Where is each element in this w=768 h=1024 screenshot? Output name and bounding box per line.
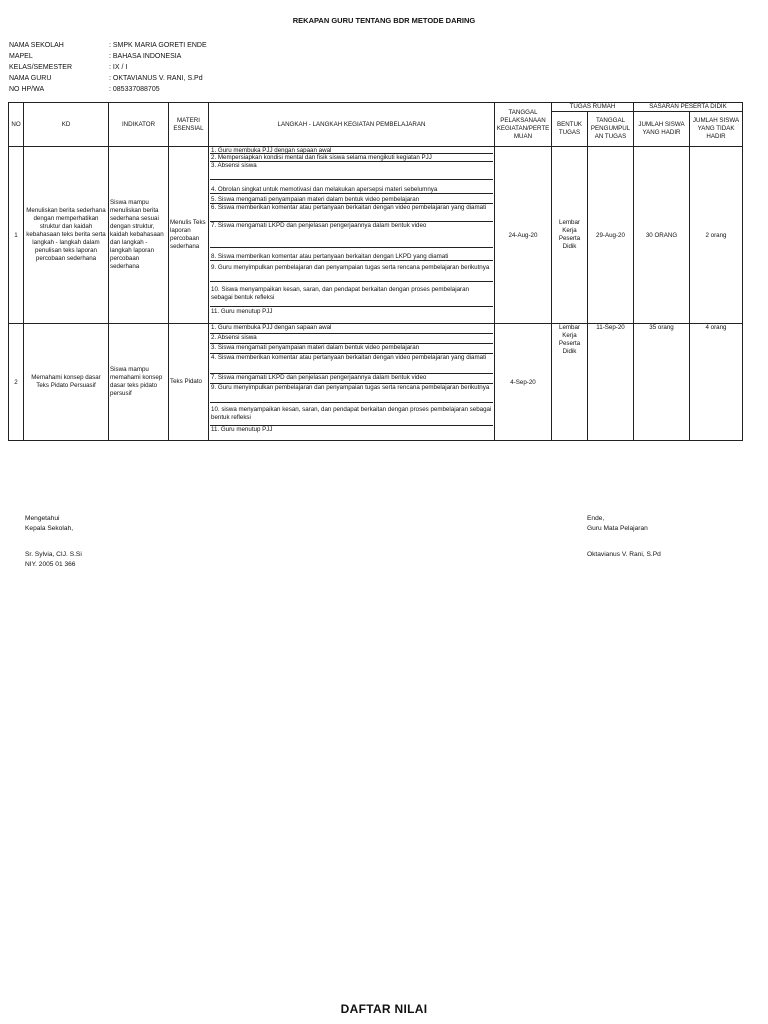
info-key: NAMA SEKOLAH — [9, 42, 64, 49]
cell-tidak-hadir: 4 orang — [690, 324, 743, 441]
header-tanggal: TANGGAL PELAKSANAAN KEGIATAN/PERTE MUAN — [495, 103, 552, 147]
cell-bentuk: Lembar Kerja Peserta Didik — [552, 147, 588, 324]
table-row — [9, 324, 743, 441]
signature-left — [25, 514, 82, 570]
cell-bentuk: Lembar Kerja Peserta Didik — [552, 324, 588, 441]
cell-kd: Memahami konsep dasar Teks Pidato Persuasif — [24, 324, 109, 441]
document-title: REKAPAN GURU TENTANG BDR METODE DARING — [292, 16, 476, 25]
sign-right-line2: Guru Mata Pelajaran — [587, 525, 648, 532]
header-tgl-kumpul: TANGGAL PENGUMPUL AN TUGAS — [588, 112, 634, 147]
info-value: : SMPK MARIA GORETI ENDE — [109, 42, 207, 49]
step-item: 4. Siswa memberikan komentar atau pertanyaan berkaitan dengan video pembelajaran yang diamati — [210, 354, 493, 374]
teacher-name: Oktavianus V. Rani, S.Pd — [587, 551, 661, 558]
cell-no: 1 — [9, 147, 24, 324]
header-indikator: INDIKATOR — [109, 103, 169, 147]
headmaster-name: Sr. Sylvia, CIJ. S.Si — [25, 551, 82, 558]
table-row — [9, 147, 743, 324]
sign-right-line1: Ende, — [587, 515, 605, 522]
step-item: 8. Siswa memberikan komentar atau pertanyaan berkaitan dengan LKPD yang diamati — [210, 248, 493, 261]
step-item: 5. Siswa mengamati penyampaian materi dalam bentuk video pembelajaran — [210, 194, 493, 204]
header-no: NO — [9, 103, 24, 147]
cell-indikator: Siswa mampu memahami konsep dasar teks pidato persusif — [109, 324, 169, 441]
info-value: : 085337088705 — [109, 86, 160, 93]
header-materi: MATERI ESENSIAL — [169, 103, 209, 147]
signature-right — [587, 514, 661, 560]
headmaster-niy: NIY. 2005 01 366 — [25, 561, 76, 568]
step-item: 1. Guru membuka PJJ dengan sapaan awal — [210, 147, 493, 154]
step-item: 11. Guru menutup PJJ — [211, 308, 273, 315]
info-row-school — [9, 40, 207, 51]
header-kd: KD — [24, 103, 109, 147]
info-value: : IX / I — [109, 64, 128, 71]
header-tugas-rumah: TUGAS RUMAH — [552, 103, 634, 112]
step-item: 10. Siswa menyampaikan kesan, saran, dan pendapat berkaitan dengan proses pembelajaran sebagai bentuk refleksi — [210, 282, 493, 307]
cell-tidak-hadir: 2 orang — [690, 147, 743, 324]
step-item: 1. Guru membuka PJJ dengan sapaan awal — [210, 324, 493, 334]
cell-tgl-kumpul: 29-Aug-20 — [588, 147, 634, 324]
sign-left-line2: Kepala Sekolah, — [25, 525, 74, 532]
header-tidak-hadir: JUMLAH SISWA YANG TIDAK HADIR — [690, 112, 743, 147]
step-item: 10. siswa menyampaikan kesan, saran, dan pendapat berkaitan dengan proses pembelajaran sebagai bentuk refleksi — [210, 403, 493, 426]
identity-block — [9, 40, 207, 95]
info-row-teacher — [9, 73, 207, 84]
next-page-title: DAFTAR NILAI — [340, 1002, 428, 1016]
info-row-class — [9, 62, 207, 73]
info-row-phone — [9, 84, 207, 95]
cell-materi: Teks Pidato — [169, 324, 209, 441]
cell-langkah — [209, 147, 495, 324]
step-item: 6. Siswa memberikan komentar atau pertanyaan berkaitan dengan video pembelajaran yang diamati — [210, 204, 493, 222]
info-key: NO HP/WA — [9, 86, 45, 93]
step-item: 3. Absensi siswa — [210, 162, 493, 180]
header-sasaran: SASARAN PESERTA DIDIK — [634, 103, 743, 112]
header-hadir: JUMLAH SISWA YANG HADIR — [634, 112, 690, 147]
header-bentuk: BENTUK TUGAS — [552, 112, 588, 147]
step-item: 9. Guru menyimpulkan pembelajaran dan penyampaian tugas serta rencana pembelajaran berikutnya — [210, 384, 493, 403]
cell-no: 2 — [9, 324, 24, 441]
step-item: 3. Siswa mengamati penyampaian materi dalam bentuk video pembelajaran — [210, 344, 493, 354]
cell-langkah — [209, 324, 495, 441]
step-item: 11. Guru menutup PJJ — [211, 426, 273, 433]
info-key: KELAS/SEMESTER — [9, 64, 73, 71]
cell-kd: Menuliskan berita sederhana dengan memperhatikan struktur dan kaidah kebahasaan teks berita serta langkah - langkah dalam penulisan teks laporan percobaan sederhana — [24, 147, 109, 324]
header-langkah: LANGKAH - LANGKAH KEGIATAN PEMBELAJARAN — [209, 103, 495, 147]
recap-table — [8, 102, 743, 441]
info-key: MAPEL — [9, 53, 33, 60]
step-item: 2. Mempersiapkan kondisi mental dan fisik siswa selama mengikuti kegiatan PJJ — [210, 154, 493, 162]
info-key: NAMA GURU — [9, 75, 52, 82]
step-item: 9. Guru menyimpulkan pembelajaran dan penyampaian tugas serta rencana pembelajaran berikutnya — [210, 261, 493, 282]
cell-hadir: 35 orang — [634, 324, 690, 441]
cell-materi: Menulis Teks laporan percobaan sederhana — [169, 147, 209, 324]
sign-left-line1: Mengetahui — [25, 515, 60, 522]
info-row-subject — [9, 51, 207, 62]
cell-indikator: Siswa mampu menuliskan berita sederhana sesuai dengan struktur, kaidah kebahasaan dan langkah - langkah laporan percobaan sederhana — [109, 147, 169, 324]
cell-tanggal: 4-Sep-20 — [495, 324, 552, 441]
step-item: 7. Siswa mengamati LKPD dan penjelasan pengerjaannya dalam bentuk video — [210, 374, 493, 384]
info-value: : OKTAVIANUS V. RANI, S.Pd — [109, 75, 203, 82]
info-value: : BAHASA INDONESIA — [109, 53, 182, 60]
step-item: 7. Siswa mengamati LKPD dan penjelasan pengerjaannya dalam bentuk video — [210, 222, 493, 248]
cell-tanggal: 24-Aug-20 — [495, 147, 552, 324]
cell-hadir: 30 ORANG — [634, 147, 690, 324]
step-item: 2. Absensi siswa — [210, 334, 493, 344]
step-item: 4. Obrolan singkat untuk memotivasi dan melakukan apersepsi materi sebelumnya — [210, 180, 493, 194]
cell-tgl-kumpul: 11-Sep-20 — [588, 324, 634, 441]
